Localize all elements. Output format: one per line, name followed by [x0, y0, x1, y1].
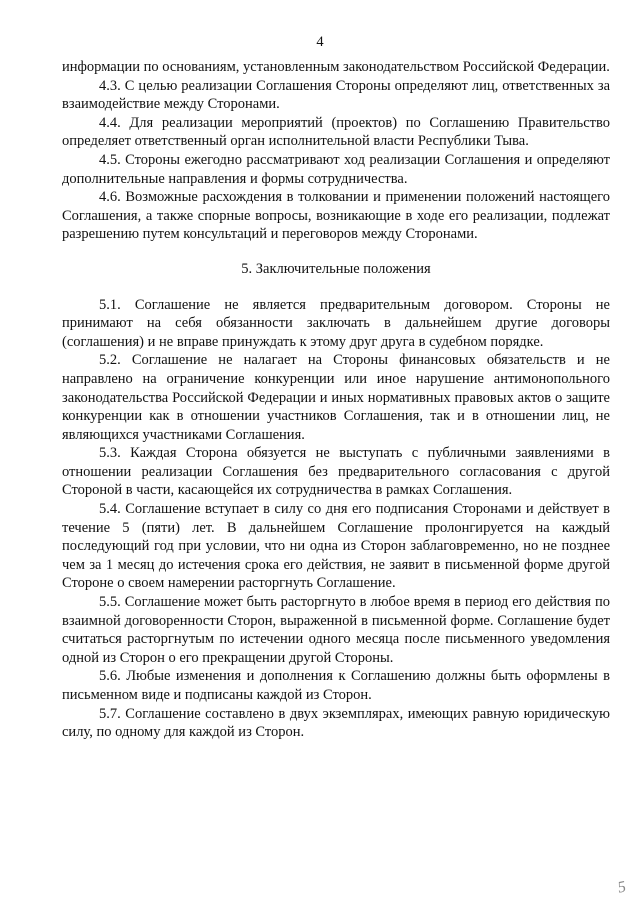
page-number: 4 [316, 34, 324, 50]
paragraph-4-3: 4.3. С целью реализации Соглашения Стороны определяют лиц, ответственных за взаимодействие между Сторонами. [62, 77, 610, 113]
document-body [62, 58, 610, 742]
paragraph-5-5: 5.5. Соглашение может быть расторгнуто в любое время в период его действия по взаимной договоренности Сторон, выраженной в письменной форме. Соглашение будет считаться расторгнутым по истечении одного месяца после письменного уведомления одной из Сторон о его прекращении другой Стороны. [62, 594, 610, 666]
paragraph-5-2: 5.2. Соглашение не налагает на Стороны финансовых обязательств и не направлено на ограничение конкуренции или иное нарушение антимонопольного законодательства Российской Федерации и иных нормативных правовых актов о защите конкуренции как в отношении участников Соглашения, так и в отношении лиц, не являющихся участниками Соглашения. [62, 352, 610, 443]
paragraph-5-7: 5.7. Соглашение составлено в двух экземплярах, имеющих равную юридическую силу, по одному для каждой из Сторон. [62, 705, 610, 741]
paragraph-4-2-continuation: информации по основаниям, установленным законодательством Российской Федерации. [62, 59, 610, 75]
paragraph-5-4: 5.4. Соглашение вступает в силу со дня его подписания Сторонами и действует в течение 5 (пяти) лет. В дальнейшем Соглашение пролонгируется на каждый последующий год при условии, что ни одна из Сторон заблаговременно, но не позднее чем за 1 месяц до истечения срока его действия, не заявит в письменной форме другой Стороне о своем намерении расторгнуть Соглашение. [62, 501, 610, 592]
paragraph-4-4: 4.4. Для реализации мероприятий (проектов) по Соглашению Правительство определяет ответственный орган исполнительной власти Республики Тыва. [62, 114, 610, 150]
paragraph-5-3: 5.3. Каждая Сторона обязуется не выступать с публичными заявлениями в отношении реализации Соглашения без предварительного согласования с другой Стороной в части, касающейся их сотрудничества в рамках Соглашения. [62, 445, 610, 499]
section-title: 5. Заключительные положения [241, 260, 431, 277]
paragraph-5-6: 5.6. Любые изменения и дополнения к Соглашению должны быть оформлены в письменном виде и подписаны каждой из Сторон. [62, 668, 610, 703]
paragraph-4-5: 4.5. Стороны ежегодно рассматривают ход реализации Соглашения и определяют дополнительные направления и формы сотрудничества. [62, 151, 610, 187]
corner-mark: 5 [616, 878, 628, 897]
paragraph-5-1: 5.1. Соглашение не является предварительным договором. Стороны не принимают на себя обязанности заключать в дальнейшем другие договоры (соглашения) и не вправе принуждать к этому друг друга в судебном порядке. [62, 296, 610, 350]
paragraph-4-6: 4.6. Возможные расхождения в толковании и применении положений настоящего Соглашения, а также спорные вопросы, возникающие в ходе его реализации, подлежат разрешению путем консультаций и переговоров между Сторонами. [62, 189, 610, 243]
